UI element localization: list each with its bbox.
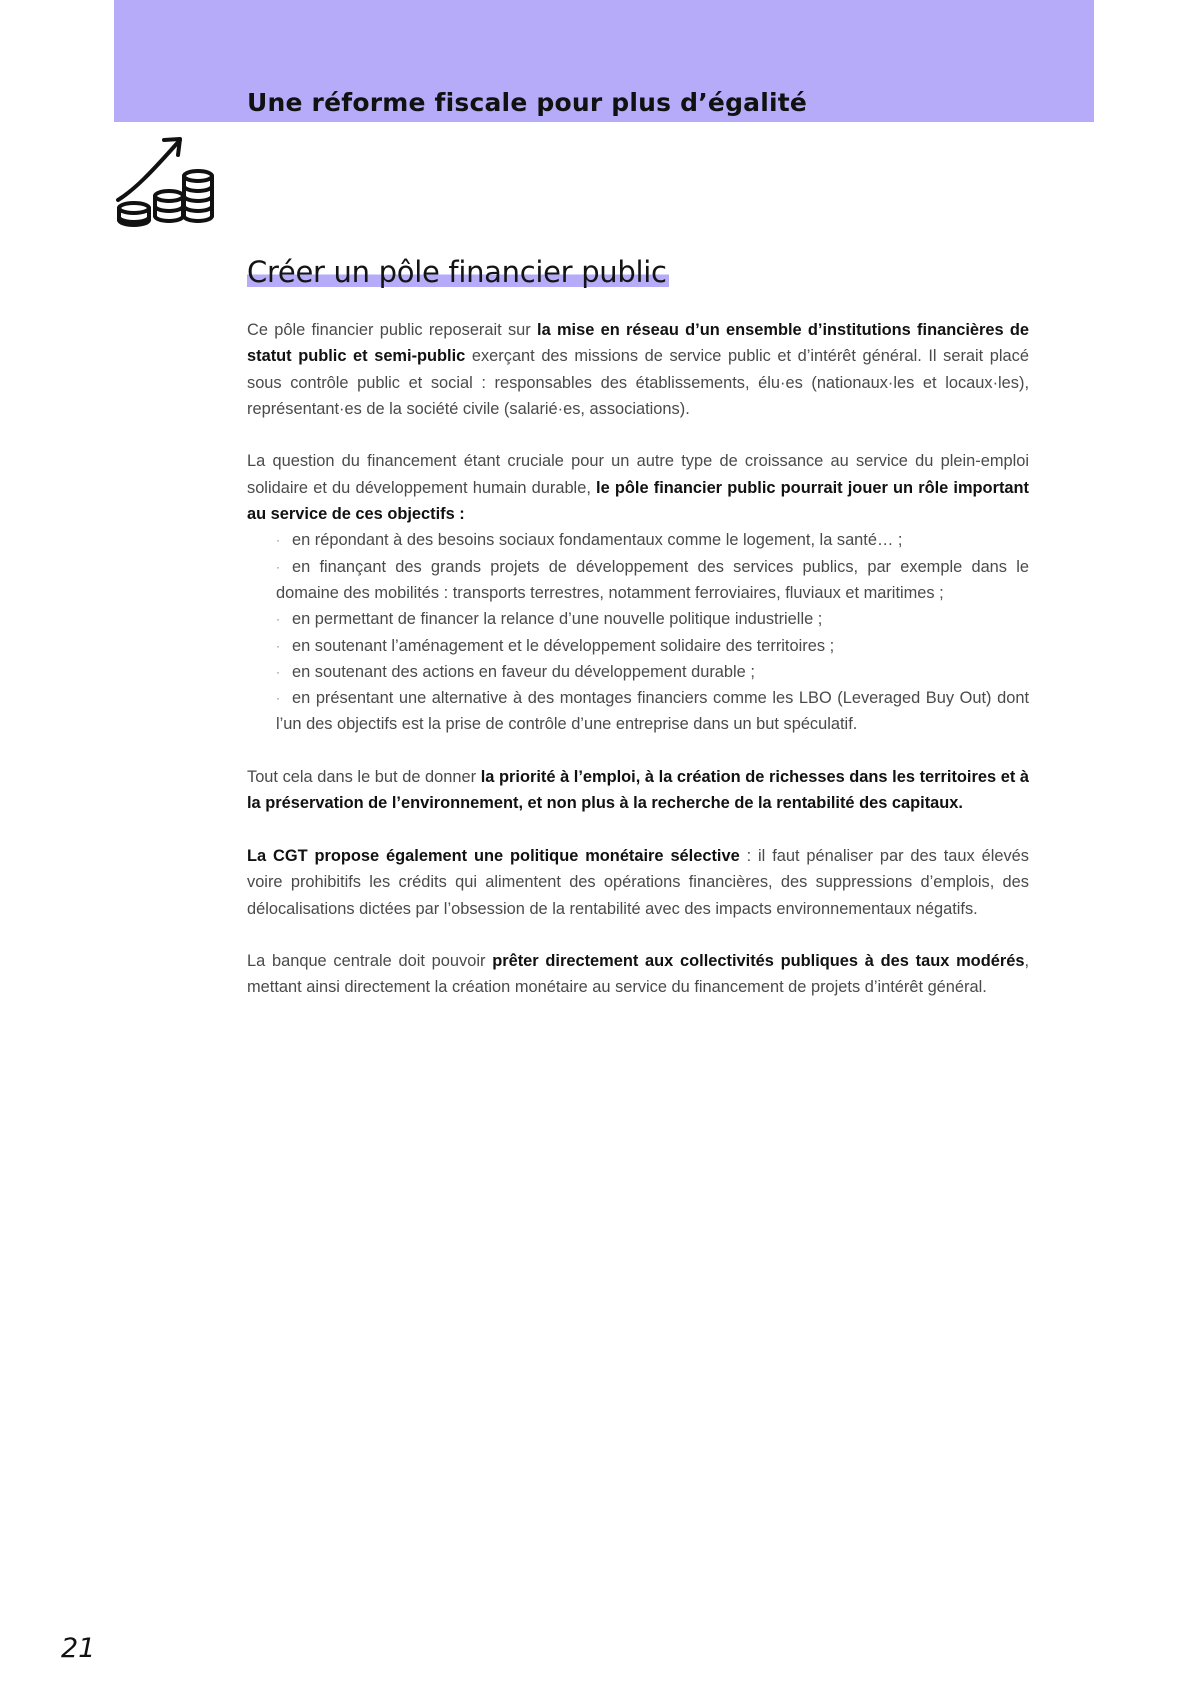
p4-bold: La CGT propose également une politique monétaire sélective (247, 846, 740, 865)
p1-text-c: exerçant des missions de service public et d’intérêt général. Il serait placé sous contrôle public et social : responsables des établissements, élu·es (nationaux·les et locaux·les), représentant·es de la société civile (salarié·es, associations). (247, 347, 1029, 418)
p5-bold: prêter directement aux collectivités publiques à des taux modérés (492, 952, 1025, 971)
paragraph-4 (247, 843, 1029, 922)
p3-text-a: Tout cela dans le but de donner (247, 768, 481, 787)
p2-bold: le pôle financier public pourrait jouer un rôle important au service de ces objectifs : (247, 478, 1029, 524)
p5-text-c: , mettant ainsi directement la création monétaire au service du financement de projets d’intérêt général. (247, 952, 1029, 997)
bullet-dot: · (276, 664, 280, 679)
list-item: · en finançant des grands projets de développement des services publics, par exemple dans le domaine des mobilités : transports terrestres, notamment ferroviaires, fluviaux et maritimes ; (276, 554, 1029, 607)
paragraph-5 (247, 948, 1029, 1001)
objectives-list (247, 527, 1029, 737)
list-item: · en présentant une alternative à des montages financiers comme les LBO (Leveraged Buy Out) dont l’un des objectifs est la prise de contrôle d’une entreprise dans un but spéculatif. (276, 685, 1029, 738)
p2-text-a: La question du financement étant cruciale pour un autre type de croissance au service du plein-emploi solidaire et du développement humain durable, (247, 452, 1029, 497)
list-item: · en répondant à des besoins sociaux fondamentaux comme le logement, la santé… ; (276, 527, 1029, 553)
article-body (247, 317, 1029, 1027)
list-item: · en soutenant des actions en faveur du développement durable ; (276, 659, 1029, 685)
paragraph-3 (247, 764, 1029, 817)
p4-text-c: : il faut pénaliser par des taux élevés voire prohibitifs les crédits qui alimentent des opérations financières, des suppressions d’emplois, des délocalisations dictées par l’obsession de la rentabilité avec des impacts environnementaux négatifs. (247, 846, 1029, 918)
p1-bold: la mise en réseau d’un ensemble d’institutions financières de statut public et semi-public (247, 321, 1030, 366)
p1-text-a: Ce pôle financier public reposerait sur (247, 321, 538, 339)
bullet-dot: · (276, 638, 280, 653)
paragraph-1 (247, 317, 1029, 422)
list-item: · en soutenant l’aménagement et le développement solidaire des territoires ; (276, 633, 1029, 659)
chapter-title: Une réforme fiscale pour plus d’égalité (247, 88, 808, 117)
bullet-dot: · (276, 691, 280, 706)
section-title-text: Créer un pôle financier public (247, 255, 667, 289)
list-item: · en permettant de financer la relance d’une nouvelle politique industrielle ; (276, 606, 1029, 632)
p3-bold: la priorité à l’emploi, à la création de richesses dans les territoires et à la préservation de l’environnement, et non plus à la recherche de la rentabilité des capitaux. (247, 768, 1030, 813)
bullet-dot: · (276, 612, 280, 627)
coins-growth-icon (112, 134, 216, 234)
page-number: 21 (61, 1633, 96, 1664)
paragraph-2 (247, 448, 1029, 527)
bullet-dot: · (276, 533, 280, 548)
section-title (247, 254, 669, 290)
bullet-dot: · (276, 559, 280, 574)
p5-text-a: La banque centrale doit pouvoir (247, 952, 493, 971)
